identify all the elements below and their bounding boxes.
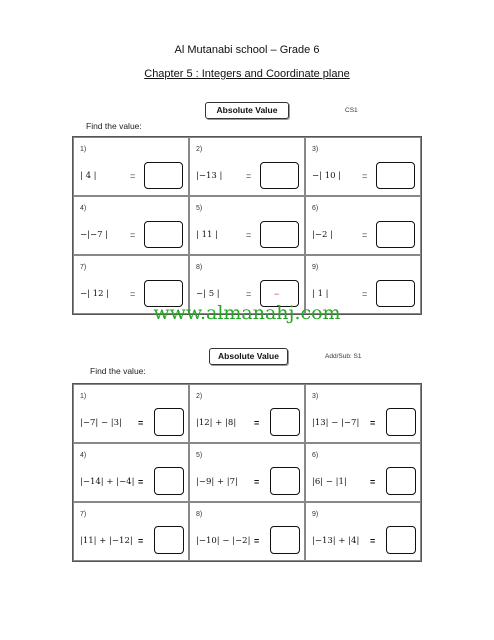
- problem-expression: |11| + |−12|: [80, 536, 133, 546]
- answer-box[interactable]: [386, 526, 416, 554]
- problem-number: 2): [196, 146, 203, 153]
- answer-box[interactable]: [144, 162, 183, 189]
- problem-number: 5): [196, 205, 203, 212]
- equals-sign: =: [362, 171, 368, 181]
- problem-expression: | 11 |: [196, 230, 218, 240]
- problem-number: 9): [312, 264, 319, 271]
- problem-number: 1): [80, 146, 87, 153]
- section2-problem-3: [305, 384, 421, 443]
- equals-sign: =: [254, 477, 260, 487]
- problem-expression: | 4 |: [80, 171, 97, 181]
- equals-sign: =: [130, 230, 136, 240]
- section2-problem-4: [73, 443, 189, 502]
- equals-sign: =: [246, 289, 252, 299]
- chapter-title: Chapter 5 : Integers and Coordinate plane: [144, 68, 350, 80]
- equals-sign: =: [246, 171, 252, 181]
- section1-problem-6: [305, 196, 421, 255]
- answer-box[interactable]: [386, 408, 416, 436]
- problem-expression: |−14| + |−4|: [80, 477, 135, 487]
- section2-problem-5: [189, 443, 305, 502]
- section2-problem-6: [305, 443, 421, 502]
- answer-box[interactable]: [260, 221, 299, 248]
- problem-number: 9): [312, 511, 319, 518]
- problem-expression: |−13| + |4|: [312, 536, 360, 546]
- section2-problem-8: [189, 502, 305, 561]
- section2-instruction: Find the value:: [90, 366, 146, 376]
- answer-box[interactable]: [270, 467, 300, 495]
- problem-number: 3): [312, 393, 319, 400]
- problem-number: 8): [196, 264, 203, 271]
- equals-sign: =: [130, 289, 136, 299]
- answer-box[interactable]: [270, 408, 300, 436]
- equals-sign: =: [138, 477, 144, 487]
- equals-sign: =: [362, 289, 368, 299]
- section2-code: Add/Sub: S1: [325, 353, 362, 360]
- section1-problem-5: [189, 196, 305, 255]
- handwritten-minus-mark: −: [274, 289, 280, 299]
- problem-expression: |13| − |−7|: [312, 418, 360, 428]
- equals-sign: =: [370, 477, 376, 487]
- problem-number: 6): [312, 452, 319, 459]
- problem-expression: |−10| − |−2|: [196, 536, 251, 546]
- answer-box[interactable]: [376, 221, 415, 248]
- answer-box[interactable]: [154, 467, 184, 495]
- equals-sign: =: [370, 536, 376, 546]
- school-title: Al Mutanabi school – Grade 6: [174, 44, 320, 56]
- section2-grid: [72, 383, 422, 562]
- problem-expression: |12| + |8|: [196, 418, 237, 428]
- problem-number: 2): [196, 393, 203, 400]
- equals-sign: =: [254, 418, 260, 428]
- answer-box[interactable]: [144, 221, 183, 248]
- equals-sign: =: [130, 171, 136, 181]
- problem-number: 8): [196, 511, 203, 518]
- section1-instruction: Find the value:: [86, 121, 142, 131]
- equals-sign: =: [138, 418, 144, 428]
- answer-box[interactable]: [376, 162, 415, 189]
- equals-sign: =: [246, 230, 252, 240]
- problem-expression: −|−7 |: [80, 230, 109, 240]
- equals-sign: =: [138, 536, 144, 546]
- problem-number: 6): [312, 205, 319, 212]
- answer-box[interactable]: [154, 408, 184, 436]
- problem-expression: |−13 |: [196, 171, 223, 181]
- section1-problem-3: [305, 137, 421, 196]
- problem-number: 3): [312, 146, 319, 153]
- problem-expression: |−7| − |3|: [80, 418, 122, 428]
- problem-expression: |−2 |: [312, 230, 333, 240]
- answer-box[interactable]: [270, 526, 300, 554]
- equals-sign: =: [362, 230, 368, 240]
- problem-expression: −| 12 |: [80, 289, 110, 299]
- problem-expression: −| 10 |: [312, 171, 342, 181]
- section1-problem-4: [73, 196, 189, 255]
- equals-sign: =: [254, 536, 260, 546]
- section1-grid: [72, 136, 422, 315]
- section2-problem-7: [73, 502, 189, 561]
- problem-expression: | 1 |: [312, 289, 329, 299]
- problem-number: 4): [80, 452, 87, 459]
- problem-number: 5): [196, 452, 203, 459]
- section2-problem-1: [73, 384, 189, 443]
- section2-problem-9: [305, 502, 421, 561]
- answer-box[interactable]: [260, 162, 299, 189]
- problem-number: 7): [80, 511, 87, 518]
- problem-number: 7): [80, 264, 87, 271]
- answer-box[interactable]: [386, 467, 416, 495]
- problem-number: 4): [80, 205, 87, 212]
- problem-expression: |6| − |1|: [312, 477, 347, 487]
- answer-box[interactable]: [154, 526, 184, 554]
- section1-code: CS1: [345, 107, 358, 114]
- equals-sign: =: [370, 418, 376, 428]
- watermark-text: www.almanahj.com: [153, 302, 341, 324]
- section1-problem-2: [189, 137, 305, 196]
- section2-problem-2: [189, 384, 305, 443]
- section1-heading: Absolute Value: [205, 102, 289, 119]
- section1-problem-1: [73, 137, 189, 196]
- problem-expression: −| 5 |: [196, 289, 220, 299]
- problem-number: 1): [80, 393, 87, 400]
- section2-heading: Absolute Value: [209, 348, 288, 365]
- problem-expression: |−9| + |7|: [196, 477, 238, 487]
